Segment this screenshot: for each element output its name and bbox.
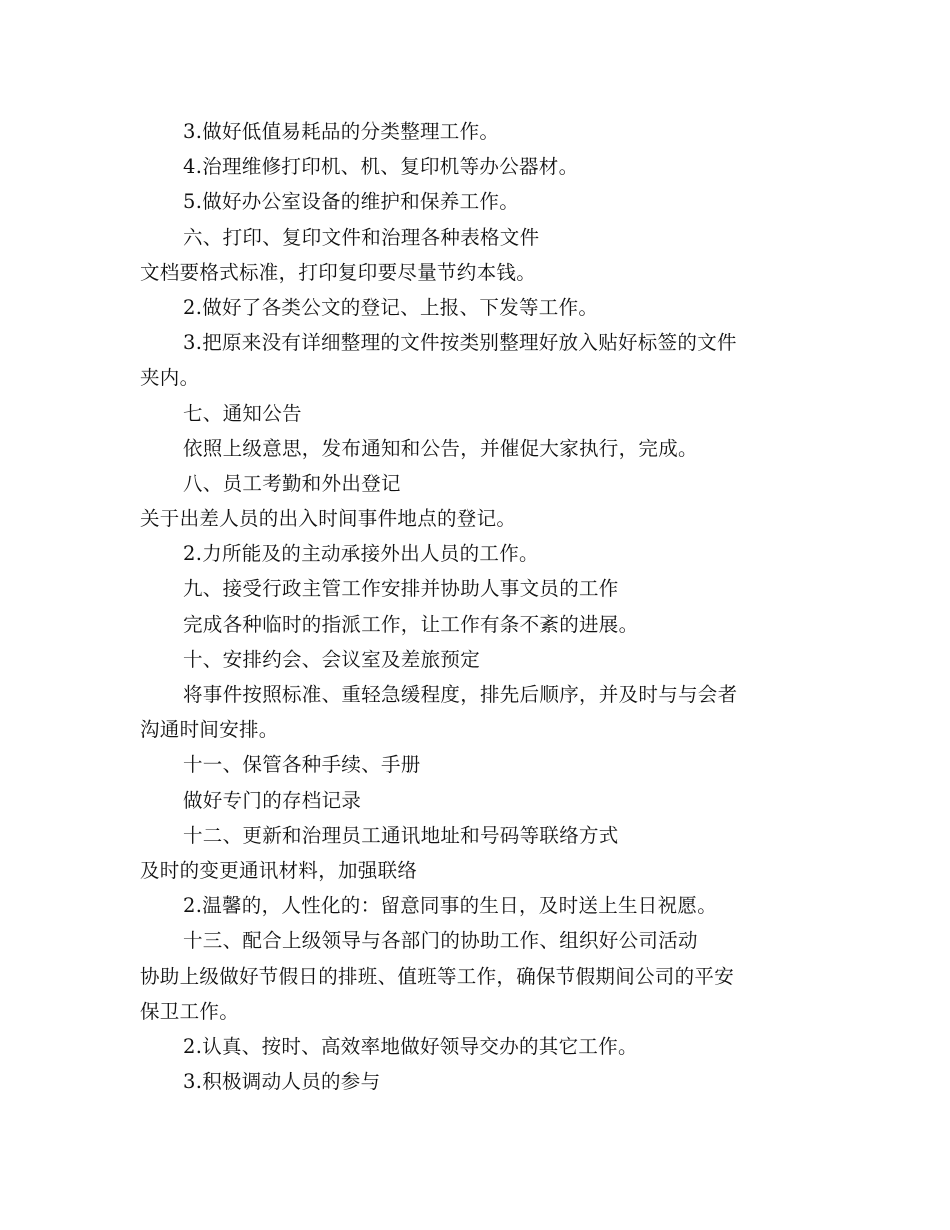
paragraph-line: 2.做好了各类公文的登记、上报、下发等工作。 [183,295,599,319]
paragraph-line: 2.力所能及的主动承接外出人员的工作。 [183,542,539,566]
paragraph-line: 3.积极调动人员的参与 [183,1070,381,1094]
paragraph-line: 4.治理维修打印机、机、复印机等办公器材。 [183,155,579,179]
section-heading: 六、打印、复印文件和治理各种表格文件 [183,225,540,249]
section-heading: 九、接受行政主管工作安排并协助人事文员的工作 [183,577,619,601]
section-heading: 十一、保管各种手续、手册 [183,753,421,777]
paragraph-line: 关于出差人员的出入时间事件地点的登记。 [140,507,517,531]
paragraph-line: 3.做好低值易耗品的分类整理工作。 [183,120,500,143]
paragraph-line: 保卫工作。 [140,999,240,1023]
document-body [140,114,820,1099]
paragraph-line: 文档要格式标准，打印复印要尽量节约本钱。 [140,260,537,284]
paragraph-line: 夹内。 [140,366,200,390]
section-heading: 八、员工考勤和外出登记 [183,471,401,495]
paragraph-line: 做好专门的存档记录 [183,788,362,812]
paragraph-line: 2.温馨的，人性化的：留意同事的生日，及时送上生日祝愿。 [183,894,718,918]
paragraph-line: 5.做好办公室设备的维护和保养工作。 [183,190,520,214]
section-heading: 十三、配合上级领导与各部门的协助工作、组织好公司活动 [183,929,698,953]
paragraph-line: 完成各种临时的指派工作，让工作有条不紊的进展。 [183,612,639,636]
paragraph-line: 将事件按照标准、重轻急缓程度，排先后顺序，并及时与与会者 [183,683,738,706]
paragraph-line: 及时的变更通讯材料，加强联络 [140,858,418,882]
paragraph-line: 3.把原来没有详细整理的文件按类别整理好放入贴好标签的文件 [183,331,737,355]
paragraph-line: 协助上级做好节假日的排班、值班等工作，确保节假期间公司的平安 [140,964,735,988]
paragraph-line: 沟通时间安排。 [140,718,279,742]
paragraph-line: 依照上级意思，发布通知和公告，并催促大家执行，完成。 [183,436,698,460]
section-heading: 十二、更新和治理员工通讯地址和号码等联络方式 [183,823,619,847]
section-heading: 十、安排约会、会议室及差旅预定 [183,647,481,671]
section-heading: 七、通知公告 [183,401,302,425]
paragraph-line: 2.认真、按时、高效率地做好领导交办的其它工作。 [183,1034,638,1058]
